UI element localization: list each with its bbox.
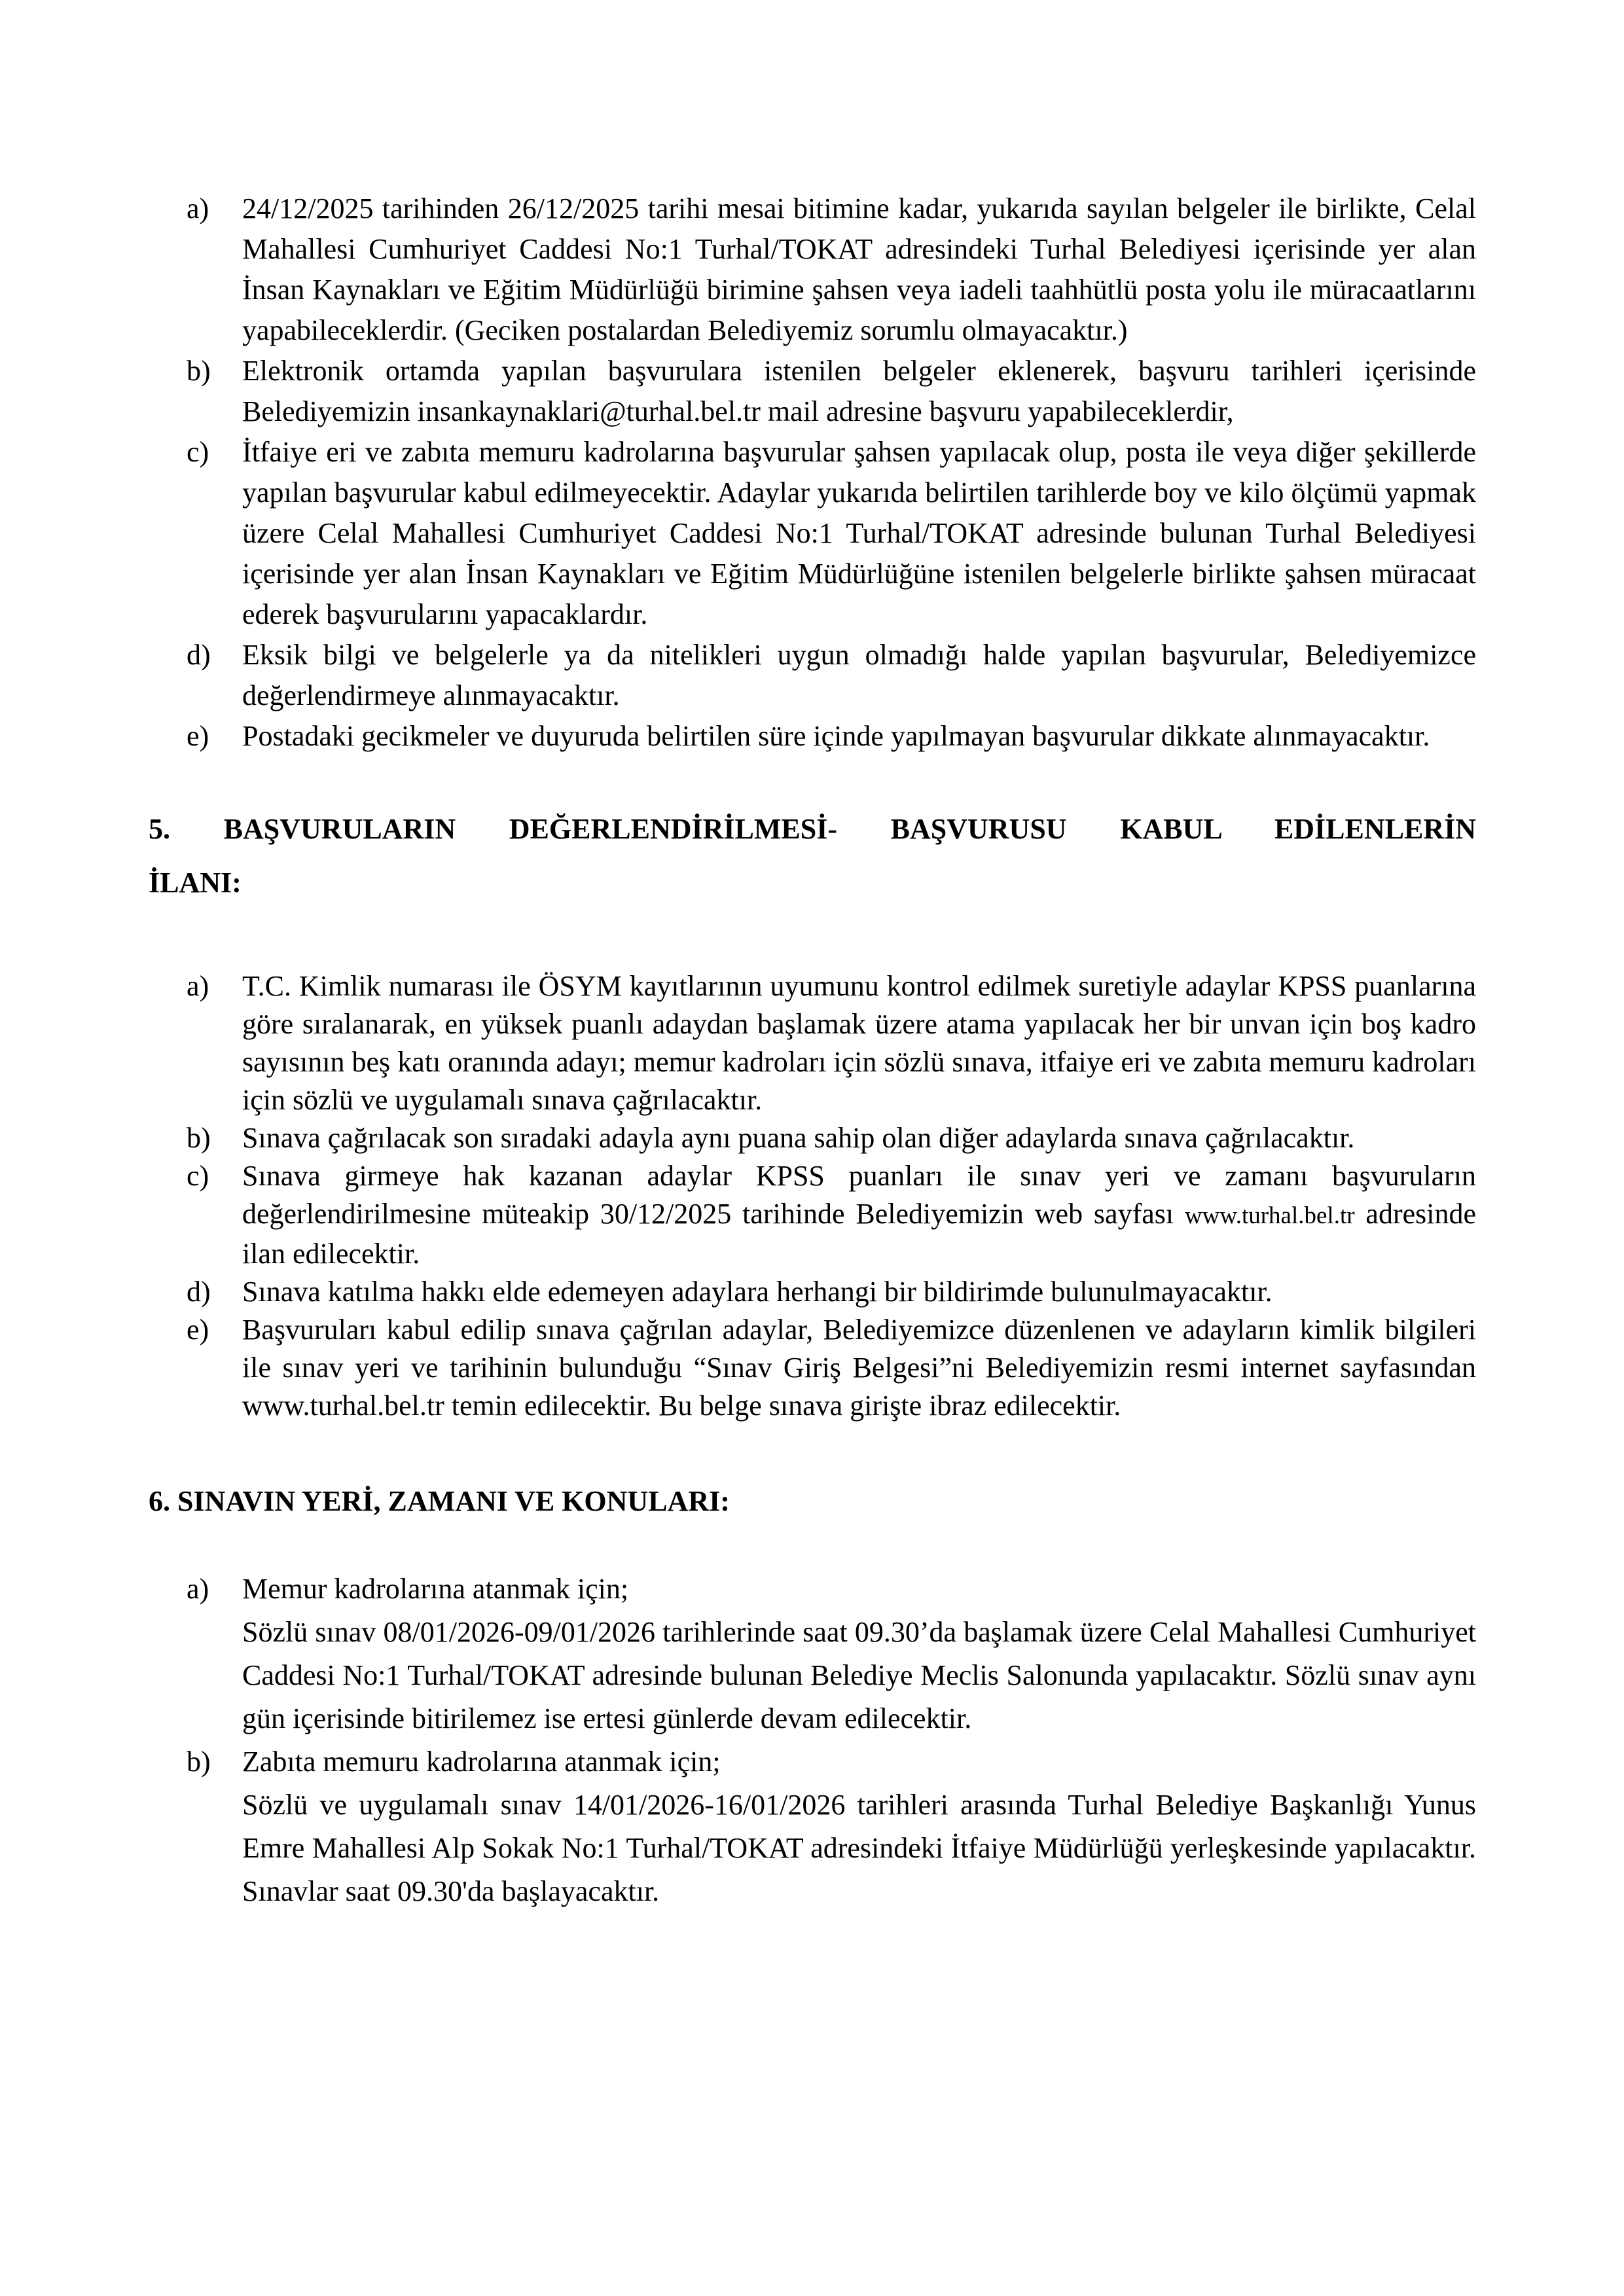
list-item-body (242, 1740, 1476, 1913)
list-item-text: T.C. Kimlik numarası ile ÖSYM kayıtlarının uyumunu kontrol edilmek suretiyle adaylar KPSS puanlarına göre sıralanarak, en yüksek puanlı adaydan başlamak üzere atama yapılacak her bir unvan için boş kadro sayısının beş katı oranında adayı; memur kadroları için sözlü sınava, itfaiye eri ve zabıta memuru kadroları için sözlü ve uygulamalı sınava çağrılacaktır. (242, 970, 1476, 1116)
section6-heading: 6. SINAVIN YERİ, ZAMANI VE KONULARI: (149, 1485, 730, 1517)
list-item-6b (149, 1740, 1476, 1913)
list-item-text: Sözlü ve uygulamalı sınav 14/01/2026-16/01/2026 tarihleri arasında Turhal Belediye Başkanlığı Yunus Emre Mahallesi Alp Sokak No:1 Turhal/TOKAT adresindeki İtfaiye Müdürlüğü yerleşkesinde yapılacaktır. Sınavlar saat 09.30'da başlayacaktır. (242, 1789, 1476, 1907)
list-item-5c (149, 1157, 1476, 1273)
list-item-marker: b) (187, 1122, 211, 1154)
list-item-marker: c) (187, 1160, 209, 1192)
text-after-url: adresinde ilan edilecektir. (242, 1198, 1477, 1270)
list-item-text (242, 1157, 1476, 1273)
list-item-text: Elektronik ortamda yapılan başvurulara istenilen belgeler eklenerek, başvuru tarihleri içerisinde Belediyemizin insankaynaklari@turhal.bel.tr mail adresine başvuru yapabileceklerdir, (242, 355, 1476, 427)
section5-list (149, 967, 1476, 1425)
list-item-text: Eksik bilgi ve belgelerle ya da nitelikleri uygun olmadığı halde yapılan başvurular, Belediyemizce değerlendirmeye alınmayacaktır. (242, 639, 1476, 711)
list-item-5a (149, 967, 1476, 1119)
section5-heading-line1: 5. BAŞVURULARIN DEĞERLENDİRİLMESİ- BAŞVURUSU KABUL EDİLENLERİN (149, 813, 1476, 845)
list-item-marker: a) (187, 970, 209, 1002)
section6-list (149, 1568, 1476, 1913)
list-item-text: Sınava çağrılacak son sıradaki adayla aynı puana sahip olan diğer adaylarda sınava çağrılacaktır. (242, 1122, 1355, 1154)
list-item-marker: d) (187, 1276, 211, 1308)
text-before-url: Sınava girmeye hak kazanan adaylar KPSS puanları ile sınav yeri ve zamanı başvuruların değerlendirilmesine müteakip 30/12/2025 tarihinde Belediyemizin web sayfası (242, 1160, 1476, 1230)
list-item-marker: e) (187, 720, 209, 752)
list-item-marker: e) (187, 1314, 209, 1346)
list-item-marker: c) (187, 436, 209, 468)
list-item-marker: b) (187, 355, 211, 387)
list-item-text: Sözlü sınav 08/01/2026-09/01/2026 tarihlerinde saat 09.30’da başlamak üzere Celal Mahallesi Cumhuriyet Caddesi No:1 Turhal/TOKAT adresinde bulunan Belediye Meclis Salonunda yapılacaktır. Sözlü sınav aynı gün içerisinde bitirilemez ise ertesi günlerde devam edilecektir. (242, 1616, 1476, 1734)
list-item-text: Postadaki gecikmeler ve duyuruda belirtilen süre içinde yapılmayan başvurular dikkate alınmayacaktır. (242, 720, 1430, 752)
list-item-marker: b) (187, 1746, 211, 1778)
list-item-4a (149, 188, 1476, 351)
list-item-text: 24/12/2025 tarihinden 26/12/2025 tarihi mesai bitimine kadar, yukarıda sayılan belgeler ile birlikte, Celal Mahallesi Cumhuriyet Caddesi No:1 Turhal/TOKAT adresindeki Turhal Belediyesi içerisinde yer alan İnsan Kaynakları ve Eğitim Müdürlüğü birimine şahsen veya iadeli taahhütlü posta yolu ile müracaatlarını yapabileceklerdir. (Geciken postalardan Belediyemiz sorumlu olmayacaktır.) (242, 192, 1476, 346)
section5-heading-line2: İLANI: (149, 867, 242, 899)
list-item-text: Başvuruları kabul edilip sınava çağrılan adaylar, Belediyemizce düzenlenen ve adayların kimlik bilgileri ile sınav yeri ve tarihinin bulunduğu “Sınav Giriş Belgesi”ni Belediyemizin resmi internet sayfasından www.turhal.bel.tr temin edilecektir. Bu belge sınava girişte ibraz edilecektir. (242, 1314, 1476, 1422)
website-url: www.turhal.bel.tr (1184, 1202, 1355, 1229)
list-item-text: İtfaiye eri ve zabıta memuru kadrolarına başvurular şahsen yapılacak olup, posta ile veya diğer şekillerde yapılan başvurular kabul edilmeyecektir. Adaylar yukarıda belirtilen tarihlerde boy ve kilo ölçümü yapmak üzere Celal Mahallesi Cumhuriyet Caddesi No:1 Turhal/TOKAT adresinde bulunan Turhal Belediyesi içerisinde yer alan İnsan Kaynakları ve Eğitim Müdürlüğüne istenilen belgelerle birlikte şahsen müracaat ederek başvurularını yapacaklardır. (242, 436, 1476, 630)
list-item-marker: a) (187, 192, 209, 224)
list-item-4d (149, 635, 1476, 716)
list-item-5b (149, 1119, 1476, 1157)
list-item-5d (149, 1273, 1476, 1311)
list-item-body (242, 1568, 1476, 1740)
list-item-marker: a) (187, 1573, 209, 1605)
list-item-marker: d) (187, 639, 211, 671)
list-item-5e (149, 1311, 1476, 1425)
list-item-intro-line: Memur kadrolarına atanmak için; (242, 1573, 629, 1605)
list-item-4b (149, 351, 1476, 432)
list-item-6a (149, 1568, 1476, 1740)
list-item-text: Sınava katılma hakkı elde edemeyen adaylara herhangi bir bildirimde bulunulmayacaktır. (242, 1276, 1272, 1308)
section4-list (149, 188, 1476, 757)
section5-heading (149, 802, 1476, 910)
list-item-4c (149, 432, 1476, 635)
list-item-intro-line: Zabıta memuru kadrolarına atanmak için; (242, 1746, 721, 1778)
list-item-4e (149, 716, 1476, 757)
